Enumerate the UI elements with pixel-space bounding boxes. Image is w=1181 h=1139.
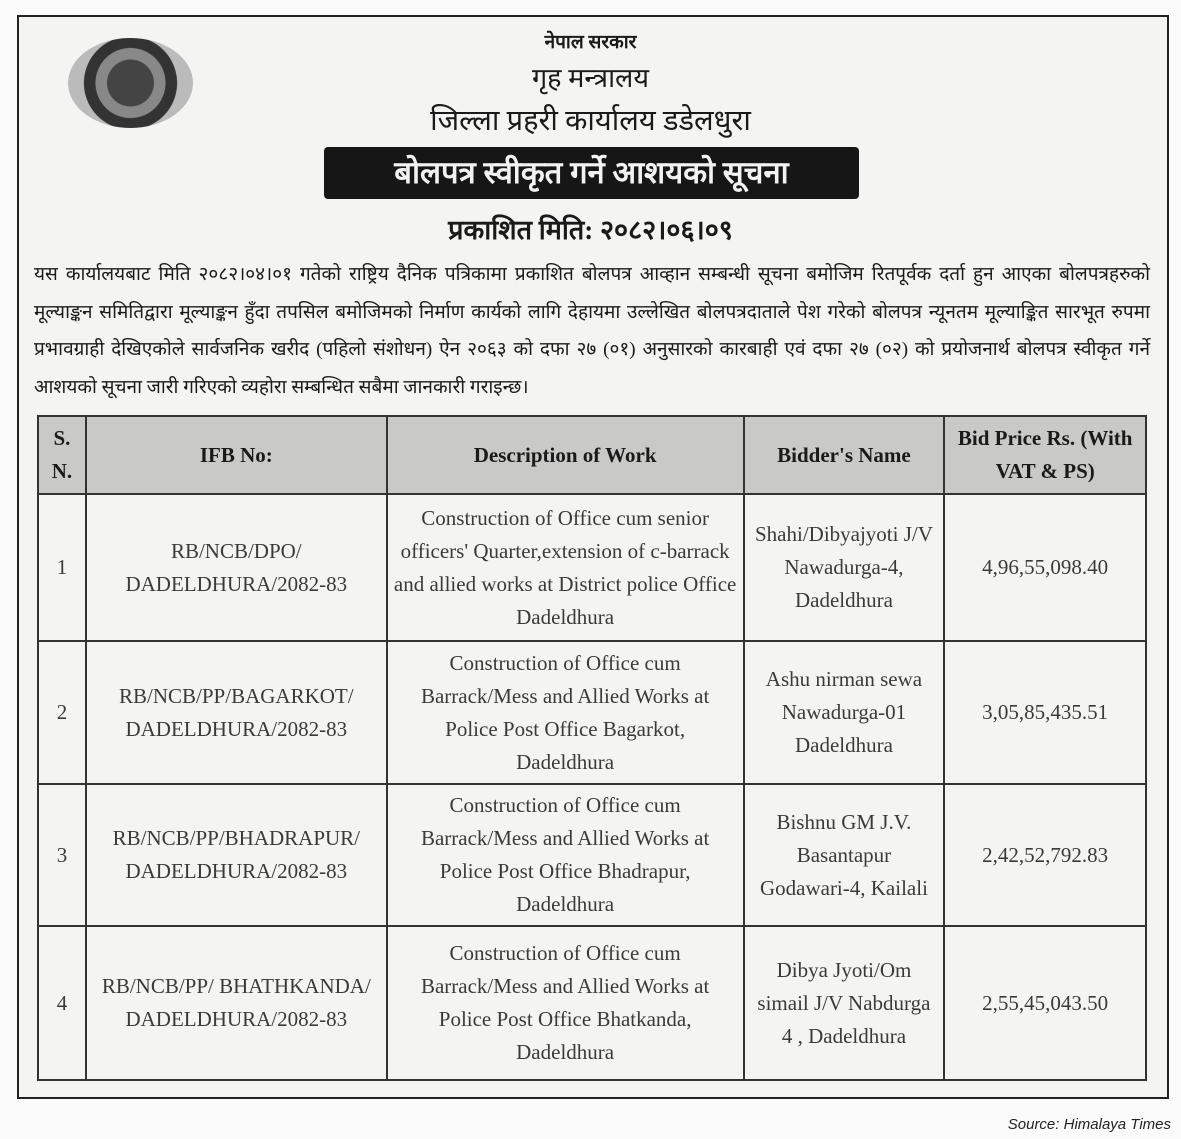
- col-sn-cell: 3: [38, 784, 86, 926]
- col-ifb-cell: RB/NCB/PP/BHADRAPUR/ DADELDHURA/2082-83: [86, 784, 387, 926]
- col-price-cell: 2,55,45,043.50: [944, 926, 1146, 1080]
- table-row: [38, 494, 1146, 641]
- notice-title: बोलपत्र स्वीकृत गर्ने आशयको सूचना: [324, 147, 859, 199]
- col-price-cell: 4,96,55,098.40: [944, 494, 1146, 641]
- table-row: [38, 926, 1146, 1080]
- col-bidder-header: Bidder's Name: [744, 416, 945, 494]
- bid-table: [37, 415, 1147, 1081]
- notice-body: यस कार्यालयबाट मिति २०८२।०४।०१ गतेको राष्ट्रिय दैनिक पत्रिकामा प्रकाशित बोलपत्र आव्हान सम्बन्धी सूचना बमोजिम रितपूर्वक दर्ता हुन आएका बोलपत्रहरुको मूल्याङ्कन समितिद्वारा मूल्याङ्कन हुँदा तपसिल बमोजिमको निर्माण कार्यको लागि देहायमा उल्लेखित बोलपत्रदाताले पेश गरेको बोलपत्र न्यूनतम मूल्याङ्कित सारभूत रुपमा प्रभावग्राही देखिएकोले सार्वजनिक खरीद (पहिलो संशोधन) ऐन २०६३ को दफा २७ (०१) अनुसारको कारबाही एवं दफा २७ (०२) को प्रयोजनार्थ बोलपत्र स्वीकृत गर्ने आशयको सूचना जारी गरिएको व्यहोरा सम्बन्धित सबैमा जानकारी गराइन्छ।: [34, 264, 1150, 398]
- col-sn-cell: 1: [38, 494, 86, 641]
- col-price-cell: 3,05,85,435.51: [944, 641, 1146, 784]
- col-description-cell: Construction of Office cum Barrack/Mess and Allied Works at Police Post Office Bhatkanda, Dadeldhura: [387, 926, 744, 1080]
- col-description-cell: Construction of Office cum Barrack/Mess and Allied Works at Police Post Office Bagarkot, Dadeldhura: [387, 641, 744, 784]
- ministry-name: गृह मन्त्रालय: [531, 63, 650, 93]
- office-name: जिल्ला प्रहरी कार्यालय डडेलधुरा: [430, 105, 751, 137]
- col-description-cell: Construction of Office cum senior officers' Quarter,extension of c-barrack and allied works at District police Office Dadeldhura: [387, 494, 744, 641]
- col-description-header: Description of Work: [387, 416, 744, 494]
- published-date: प्रकाशित मिति: २०८२।०६।०९: [448, 215, 733, 245]
- table-row: [38, 784, 1146, 926]
- col-description-cell: Construction of Office cum Barrack/Mess and Allied Works at Police Post Office Bhadrapur, Dadeldhura: [387, 784, 744, 926]
- col-sn-header: S. N.: [38, 416, 86, 494]
- col-ifb-header: IFB No:: [86, 416, 387, 494]
- col-bidder-cell: Dibya Jyoti/Om simail J/V Nabdurga 4 , Dadeldhura: [744, 926, 945, 1080]
- table-row: [38, 641, 1146, 784]
- table-header-row: [38, 416, 1146, 494]
- col-sn-cell: 2: [38, 641, 86, 784]
- source-credit: Source: Himalaya Times: [1007, 1116, 1171, 1133]
- col-bidder-cell: Shahi/Dibyajyoti J/V Nawadurga-4, Dadeldhura: [744, 494, 945, 641]
- col-ifb-cell: RB/NCB/PP/ BHATHKANDA/ DADELDHURA/2082-83: [86, 926, 387, 1080]
- government-name: नेपाल सरकार: [544, 32, 637, 53]
- col-sn-cell: 4: [38, 926, 86, 1080]
- col-ifb-cell: RB/NCB/DPO/ DADELDHURA/2082-83: [86, 494, 387, 641]
- col-bidder-cell: Ashu nirman sewa Nawadurga-01 Dadeldhura: [744, 641, 945, 784]
- col-bidder-cell: Bishnu GM J.V. Basantapur Godawari-4, Kailali: [744, 784, 945, 926]
- col-price-header: Bid Price Rs. (With VAT & PS): [944, 416, 1146, 494]
- col-price-cell: 2,42,52,792.83: [944, 784, 1146, 926]
- col-ifb-cell: RB/NCB/PP/BAGARKOT/ DADELDHURA/2082-83: [86, 641, 387, 784]
